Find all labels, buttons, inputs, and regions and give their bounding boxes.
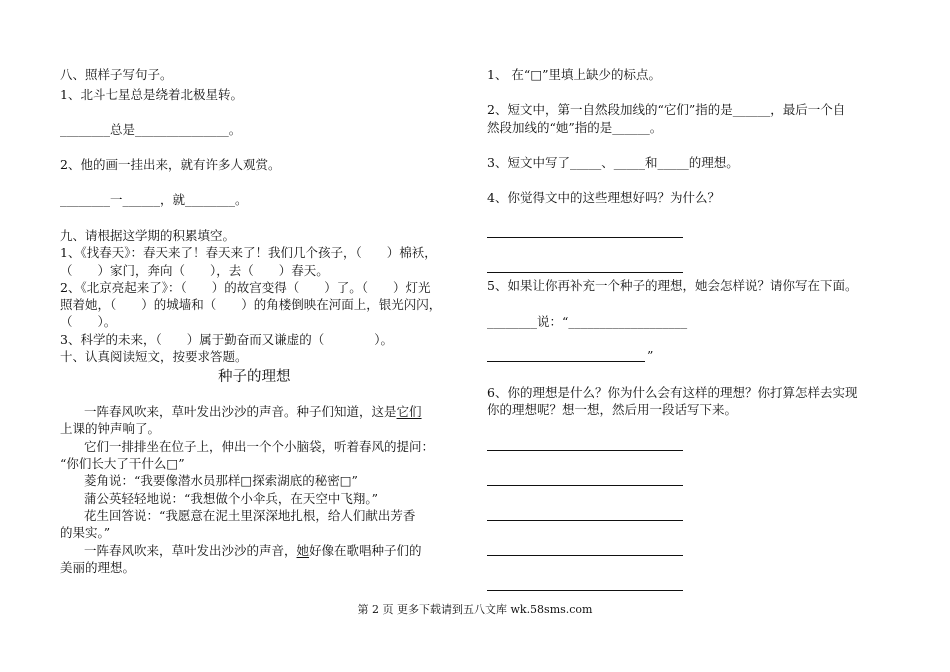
answer-line bbox=[487, 590, 683, 591]
punct: 。 bbox=[235, 192, 248, 207]
passage-text: 一阵春风吹来，草叶发出沙沙的声音， bbox=[84, 543, 297, 558]
section-9-heading: 九、请根据这学期的积累填空。 bbox=[60, 228, 236, 243]
s8-question-1: 1、北斗七星总是绕着北极星转。 bbox=[60, 87, 243, 102]
passage-p5-line2: 的果实。” bbox=[60, 525, 111, 540]
answer-line bbox=[487, 237, 683, 238]
blank: ______ bbox=[122, 192, 161, 207]
word: ，就 bbox=[160, 192, 186, 207]
passage-p3: 菱角说：“我要像潜水员那样□探索湖底的秘密□” bbox=[84, 473, 358, 488]
r-question-4: 4、你觉得文中的这些理想好吗？为什么？ bbox=[487, 190, 720, 205]
r-question-6-line1: 6、你的理想是什么？你为什么会有这样的理想？你打算怎样去实现 bbox=[487, 385, 858, 400]
passage-p2-line2: “你们长大了干什么□” bbox=[60, 456, 185, 471]
s9-q2-line2: 照着她，（ ）的城墙和（ ）的角楼倒映在河面上，银光闪闪， bbox=[60, 297, 442, 312]
answer-line bbox=[487, 272, 683, 273]
blank: ___________________ bbox=[568, 314, 688, 329]
r-question-5: 5、如果让你再补充一个种子的理想，她会怎样说？请你写在下面。 bbox=[487, 278, 858, 293]
answer-line bbox=[487, 485, 683, 486]
r-question-3: 3、短文中写了_____、_____和_____的理想。 bbox=[487, 155, 739, 170]
s9-q2-line3: （ ）。 bbox=[60, 314, 117, 329]
section-10-heading: 十、认真阅读短文，按要求答题。 bbox=[60, 349, 248, 364]
passage-title: 种子的理想 bbox=[218, 369, 291, 385]
blank: ________ bbox=[60, 122, 110, 137]
passage-text: 一阵春风吹来，草叶发出沙沙的声音。种子们知道，这是 bbox=[84, 404, 397, 419]
s9-q1-line1: 1、《找春天》：春天来了！春天来了！我们几个孩子，（ ）棉袄， bbox=[60, 245, 437, 260]
section-8-heading: 八、照样子写句子。 bbox=[60, 67, 173, 82]
s8-q1-pattern bbox=[60, 121, 241, 139]
passage-p4: 蒲公英轻轻地说：“我想做个小伞兵，在天空中飞翔。” bbox=[84, 491, 379, 506]
page-footer: 第 2 页 更多下载请到五八文库 wk.58sms.com bbox=[357, 603, 593, 616]
word: 总是 bbox=[110, 122, 136, 137]
closing-quote: ” bbox=[647, 348, 654, 363]
blank: ________ bbox=[487, 314, 537, 329]
answer-line bbox=[487, 361, 645, 362]
blank: ________ bbox=[60, 192, 110, 207]
answer-line bbox=[487, 520, 683, 521]
passage-p6-line1 bbox=[84, 542, 422, 560]
passage-text: 好像在歌唱种子们的 bbox=[309, 543, 422, 558]
r-question-2-line1: 2、短文中，第一自然段加线的“它们”指的是______，最后一个自 bbox=[487, 102, 846, 117]
answer-line bbox=[487, 450, 683, 451]
passage-p1-line1 bbox=[84, 403, 422, 421]
s8-q2-pattern bbox=[60, 191, 248, 209]
passage-p2-line1: 它们一排排坐在位子上，伸出一个个小脑袋，听着春风的提问： bbox=[84, 439, 435, 454]
passage-p6-line2: 美丽的理想。 bbox=[60, 560, 136, 575]
underlined-word-ta: 她 bbox=[296, 543, 310, 558]
blank: ________ bbox=[185, 192, 236, 207]
underlined-word-tamen: 它们 bbox=[396, 404, 422, 419]
passage-p1-line2: 上课的钟声响了。 bbox=[60, 421, 161, 436]
answer-line bbox=[487, 555, 683, 556]
s9-q1-line2: （ ）家门，奔向（ ），去（ ）春天。 bbox=[60, 263, 329, 278]
s9-question-3: 3、科学的未来，（ ）属于勤奋而又谦虚的（ ）。 bbox=[60, 332, 393, 347]
passage-p5-line1: 花生回答说：“我愿意在泥土里深深地扎根，给人们献出芳香 bbox=[84, 508, 416, 523]
r-q5-answer-start bbox=[487, 313, 687, 331]
r-question-1: 1、 在“□”里填上缺少的标点。 bbox=[487, 67, 662, 82]
word: 说：“ bbox=[537, 314, 569, 329]
s8-question-2: 2、他的画一挂出来，就有许多人观赏。 bbox=[60, 157, 281, 172]
blank: _______________ bbox=[135, 122, 229, 137]
word: 一 bbox=[110, 192, 123, 207]
s9-q2-line1: 2、《北京亮起来了》：（ ）的故宫变得（ ）了。（ ）灯光 bbox=[60, 280, 431, 295]
punct: 。 bbox=[228, 122, 242, 137]
r-question-2-line2: 然段加线的“她”指的是______。 bbox=[487, 120, 663, 135]
r-question-6-line2: 你的理想呢？想一想，然后用一段话写下来。 bbox=[487, 402, 738, 417]
